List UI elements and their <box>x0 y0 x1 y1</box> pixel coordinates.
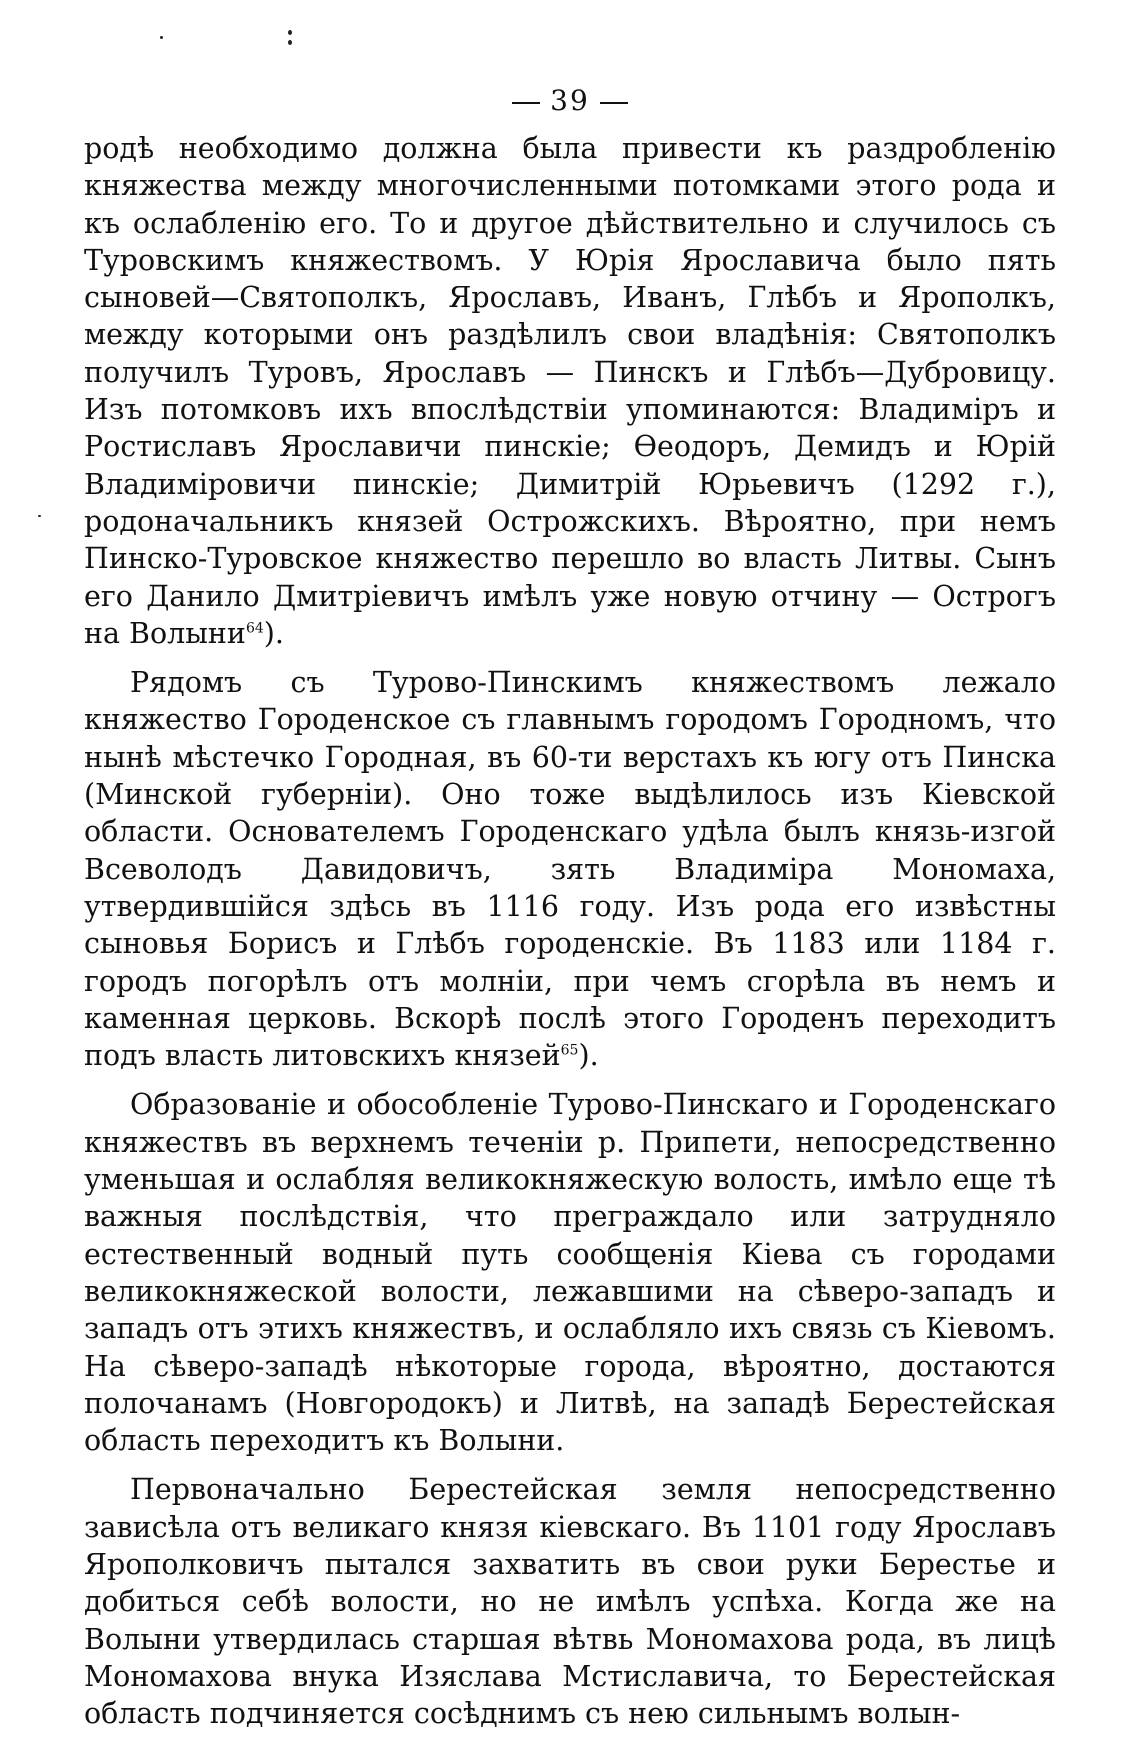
paragraph-tail: ). <box>263 616 284 650</box>
page-number: 39 <box>550 84 590 117</box>
paragraph-text: Первоначально Берестейская земля непосредственно зависѣла отъ великаго князя кіевскаго. Въ 1101 году Ярославъ Ярополковичъ пытался захватить въ свои руки Берестье и добиться себѣ волости, но не имѣлъ успѣха. Когда же на Волыни утвердилась старшая вѣтвь Мономахова рода, въ лицѣ Мономахова внука Изяслава Мстиславича, то Берестейская область подчиняется сосѣднимъ съ нею сильнымъ волын- <box>84 1473 1056 1731</box>
paragraph <box>84 130 1056 652</box>
print-speck <box>160 36 163 39</box>
print-speck <box>38 515 41 517</box>
page-header <box>0 84 1140 117</box>
footnote-ref: 65 <box>560 1042 579 1059</box>
print-speck <box>288 30 292 35</box>
header-dash <box>512 102 540 104</box>
header-dash <box>600 102 628 104</box>
paragraph-text: Образованіе и обособленіе Турово-Пинскаго и Городенскаго княжествъ въ верхнемъ теченіи р. Припети, непосредственно уменьшая и ослабляя великокняжескую волость, имѣло еще тѣ важныя послѣдствія, что преграждало или затрудняло естественный водный путь сообщенія Кіева съ городами великокняжеской волости, лежавшими на сѣверо-западъ и западъ отъ этихъ княжествъ, и ослабляло ихъ связь съ Кіевомъ. На сѣверо-западѣ нѣкоторые города, вѣроятно, достаются полочанамъ (Новгородокъ) и Литвѣ, на западѣ Берестейская область переходитъ къ Волыни. <box>84 1088 1056 1458</box>
paragraph-text: родѣ необходимо должна была привести къ раздробленію княжества между многочисленными потомками этого рода и къ ослабленію его. То и другое дѣйствительно и случилось съ Туровскимъ княжествомъ. У Юрія Ярославича было пять сыновей—Святополкъ, Ярославъ, Иванъ, Глѣбъ и Ярополкъ, между которыми онъ раздѣлилъ свои владѣнія: Святополкъ получилъ Туровъ, Ярославъ — Пинскъ и Глѣбъ—Дубровицу. Изъ потомковъ ихъ впослѣдствіи упоминаются: Владиміръ и Ростиславъ Ярославичи пинскіе; Ѳеодоръ, Демидъ и Юрій Владиміровичи пинскіе; Димитрій Юрьевичъ (1292 г.), родоначальникъ князей Острожскихъ. Вѣроятно, при немъ Пинско-Туровское княжество перешло во власть Литвы. Сынъ его Данило Дмитріевичъ имѣлъ уже новую отчину — Острогъ на Волыни <box>84 132 1056 650</box>
paragraph <box>84 1086 1056 1459</box>
print-speck <box>288 40 292 45</box>
paragraph <box>84 1471 1056 1732</box>
footnote-ref: 64 <box>245 620 264 637</box>
paragraph <box>84 664 1056 1074</box>
paragraph-tail: ). <box>578 1039 599 1073</box>
paragraph-text: Рядомъ съ Турово-Пинскимъ княжествомъ лежало княжество Городенское съ главнымъ городомъ Городномъ, что нынѣ мѣстечко Городная, въ 60-ти верстахъ къ югу отъ Пинска (Минской губерніи). Оно тоже выдѣлилось изъ Кіевской области. Основателемъ Городенскаго удѣла былъ князь-изгой Всеволодъ Давидовичъ, зять Владиміра Мономаха, утвердившійся здѣсь въ 1116 году. Изъ рода его извѣстны сыновья Борисъ и Глѣбъ городенскіе. Въ 1183 или 1184 г. городъ погорѣлъ отъ молніи, при чемъ сгорѣла въ немъ и каменная церковь. Вскорѣ послѣ этого Городенъ переходитъ подъ власть литовскихъ князей <box>84 666 1056 1073</box>
page-body <box>84 130 1056 1744</box>
